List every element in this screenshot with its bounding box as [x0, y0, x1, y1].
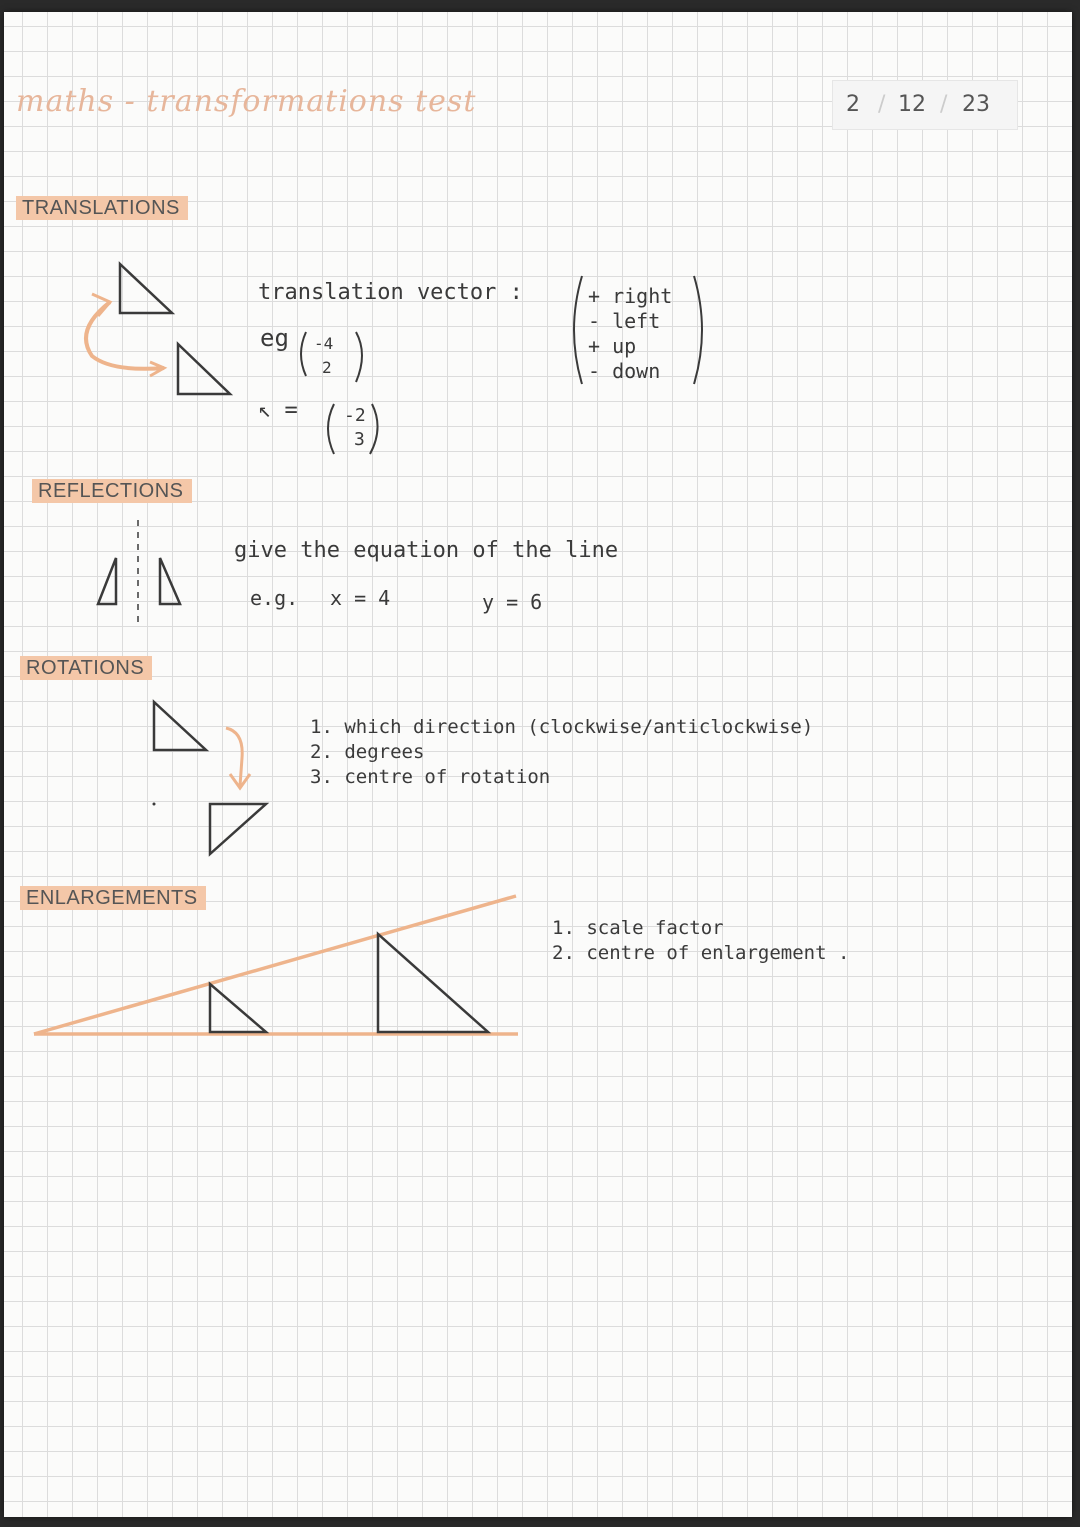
- enlargement-step: 2. centre of enlargement .: [552, 942, 850, 964]
- rotation-triangle-original: [154, 702, 206, 750]
- date-day: 2: [846, 92, 860, 117]
- centre-point: [153, 803, 156, 806]
- reflection-example-x: x = 4: [330, 586, 391, 610]
- bracket-right-icon: [370, 404, 378, 454]
- notebook-page: [4, 12, 1072, 1517]
- date-separator: /: [940, 92, 948, 117]
- answer-vector-bottom: 3: [354, 429, 365, 450]
- translation-vector-label: translation vector :: [258, 280, 523, 305]
- bracket-right-icon: [356, 332, 362, 382]
- reflection-instruction: give the equation of the line: [234, 538, 619, 563]
- reflection-triangle-original: [98, 558, 116, 604]
- enlargement-step: 1. scale factor: [552, 917, 724, 939]
- heading-reflections: REFLECTIONS: [32, 479, 192, 503]
- heading-rotations: ROTATIONS: [20, 656, 152, 680]
- example-prefix: eg: [260, 324, 289, 352]
- diagram-layer: [4, 12, 1072, 1517]
- date-year: 23: [962, 92, 990, 117]
- date-separator: /: [878, 92, 886, 117]
- reflection-example-prefix: e.g.: [250, 586, 299, 610]
- heading-enlargements: ENLARGEMENTS: [20, 886, 206, 910]
- enlargement-triangle-small: [210, 984, 266, 1032]
- example-vector-top: -4: [314, 334, 334, 353]
- rotation-step: 2. degrees: [310, 741, 425, 763]
- enlargement-triangle-large: [378, 934, 488, 1032]
- heading-translations: TRANSLATIONS: [16, 196, 188, 220]
- bracket-right-icon: [694, 276, 702, 384]
- bracket-left-icon: [574, 276, 582, 384]
- bracket-left-icon: [301, 332, 306, 376]
- rotation-triangle-image: [210, 804, 266, 854]
- arrowhead-icon: [92, 294, 110, 316]
- direction-right: + right: [588, 284, 673, 308]
- translation-triangle-original: [120, 264, 172, 313]
- direction-down: - down: [588, 359, 661, 383]
- reflection-example-y: y = 6: [482, 590, 543, 614]
- bracket-left-icon: [328, 404, 334, 454]
- page-title: maths - transformations test: [16, 84, 477, 119]
- answer-arrow: ↖ =: [258, 398, 298, 423]
- rotation-step: 1. which direction (clockwise/anticlockwise): [310, 716, 814, 738]
- date-month: 12: [898, 92, 926, 117]
- example-vector-bottom: 2: [322, 358, 332, 377]
- reflection-triangle-image: [160, 558, 180, 604]
- rotation-step: 3. centre of rotation: [310, 766, 551, 788]
- direction-up: + up: [588, 334, 637, 358]
- answer-vector-top: -2: [344, 405, 366, 426]
- enlargement-ray: [34, 896, 516, 1034]
- translation-triangle-image: [178, 344, 230, 394]
- direction-left: - left: [588, 309, 661, 333]
